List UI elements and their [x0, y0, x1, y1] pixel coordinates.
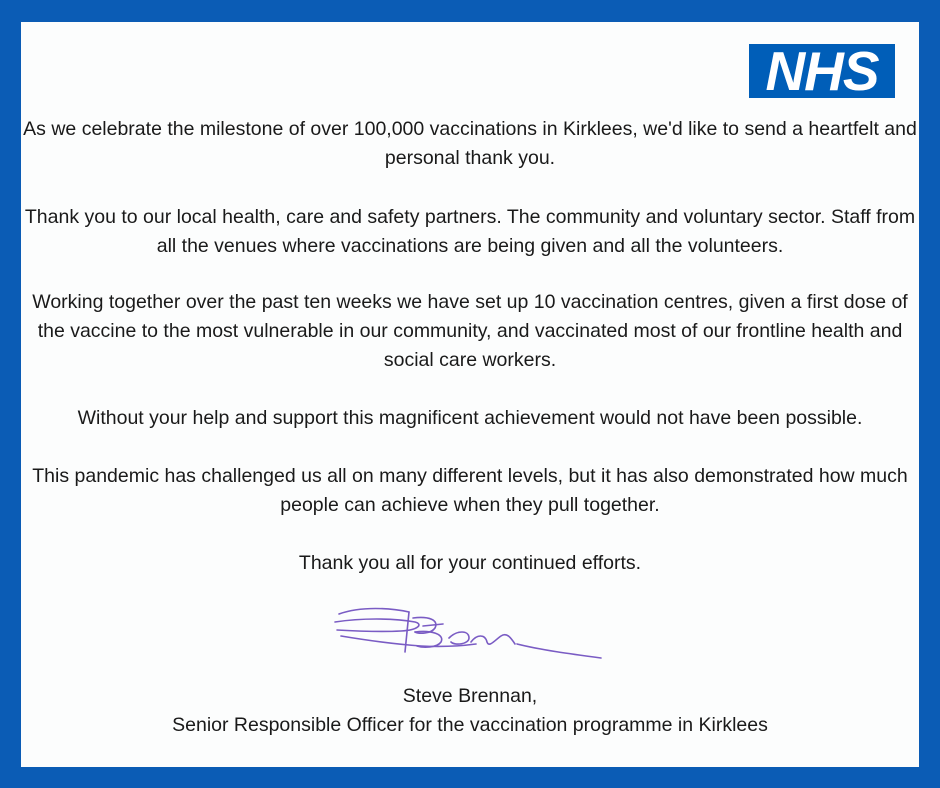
handwritten-signature — [331, 600, 606, 662]
letter-paragraph-5: This pandemic has challenged us all on many different levels, but it has also demonstrated how much people can achieve when they pull together. — [32, 465, 908, 516]
letter-card — [21, 22, 919, 767]
letter-paragraph-6: Thank you all for your continued efforts. — [298, 552, 642, 574]
signer-title: Senior Responsible Officer for the vaccination programme in Kirklees — [172, 714, 768, 736]
nhs-logo: NHS — [749, 44, 895, 98]
letter-paragraph-2: Thank you to our local health, care and safety partners. The community and voluntary sector. Staff from all the venues where vaccinations are being given and all the volunteers. — [24, 206, 916, 257]
letter-paragraph-4: Without your help and support this magnificent achievement would not have been possible. — [77, 407, 863, 429]
letter-paragraph-1: As we celebrate the milestone of over 100,000 vaccinations in Kirklees, we'd like to send a heartfelt and personal thank you. — [23, 118, 917, 169]
letter-paragraph-3: Working together over the past ten weeks we have set up 10 vaccination centres, given a first dose of the vaccine to the most vulnerable in our community, and vaccinated most of our frontline health and social care workers. — [32, 291, 908, 371]
signer-name: Steve Brennan, — [402, 685, 538, 707]
